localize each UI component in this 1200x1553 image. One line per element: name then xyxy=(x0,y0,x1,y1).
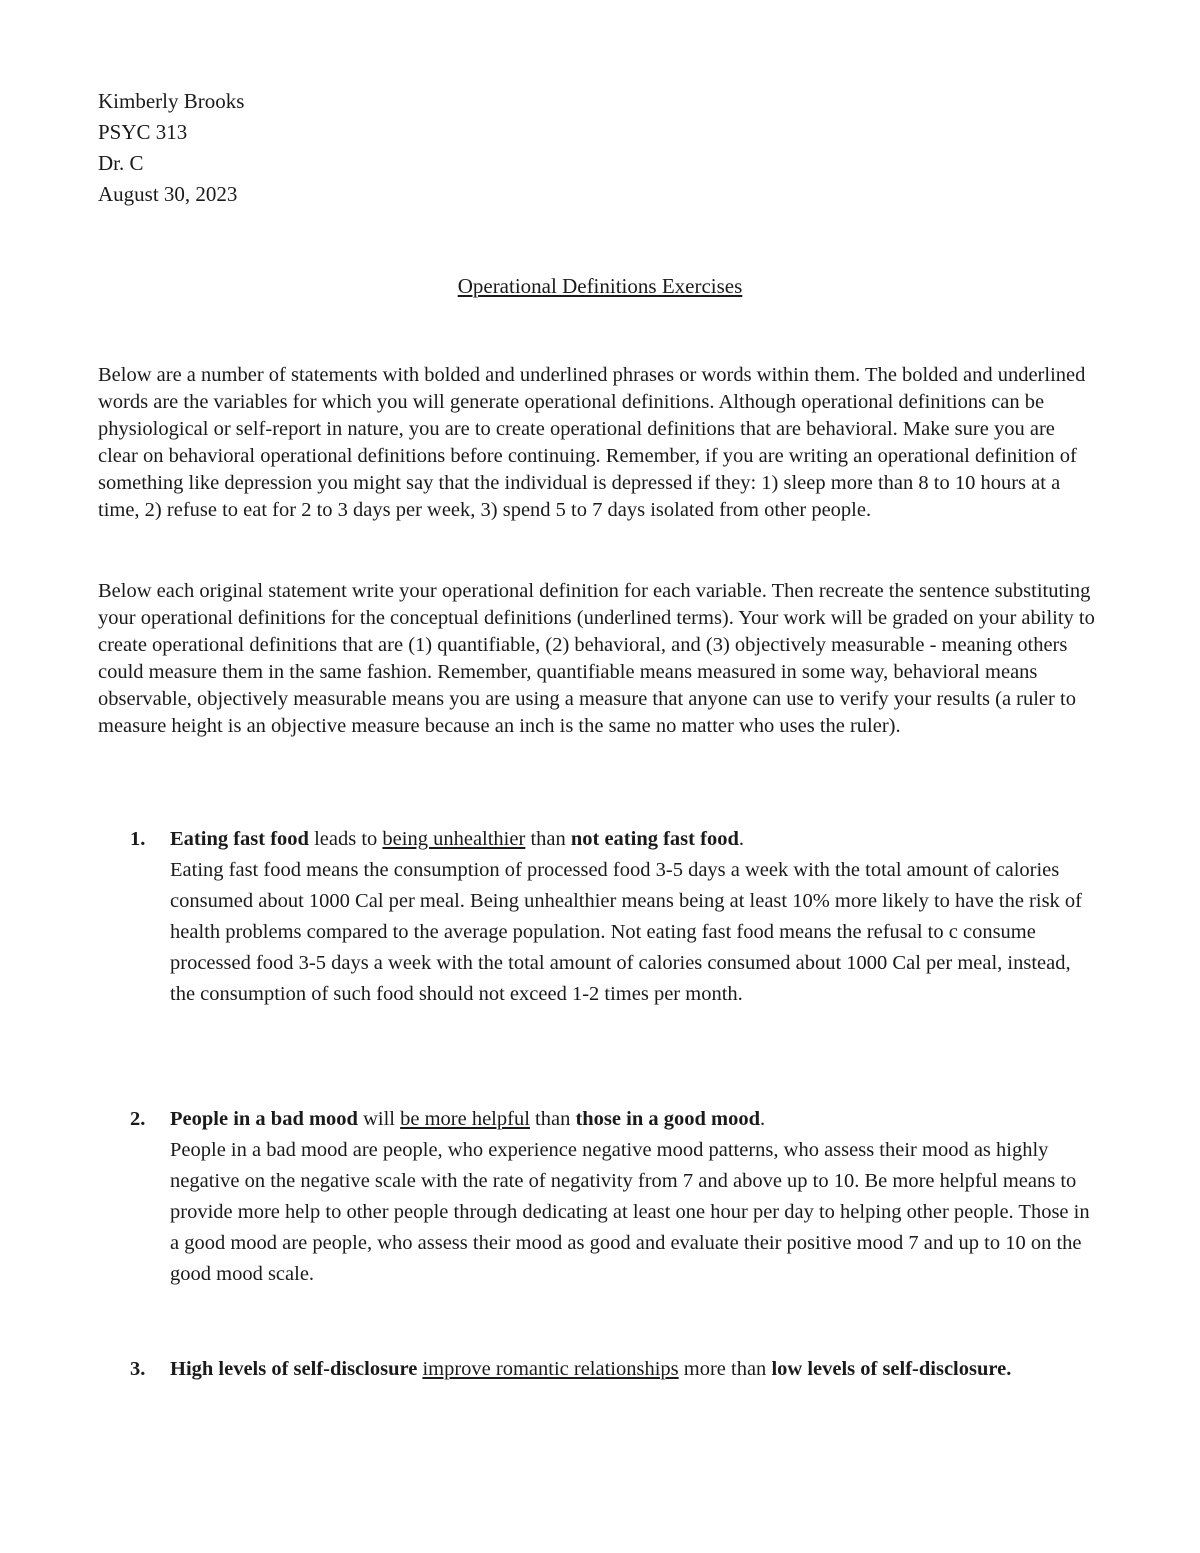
variable-bold-2: not eating fast food xyxy=(570,828,739,850)
variable-bold-1: Eating fast food xyxy=(170,828,309,850)
variable-underlined: improve romantic relationships xyxy=(422,1358,679,1380)
instructor-name: Dr. C xyxy=(98,151,144,175)
item-answer: People in a bad mood are people, who experience negative mood patterns, who assess their mood as highly negative on the negative scale with the rate of negativity from 7 and above up to 10. Be more helpful means to provide more help to other people through dedicating at least one hour per day to helping other people. Those in a good mood are people, who assess their mood as good and evaluate their positive mood 7 and up to 10 on the good mood scale. xyxy=(170,1139,1090,1285)
item-number: 1. xyxy=(130,828,146,850)
variable-bold-1: People in a bad mood xyxy=(170,1108,358,1130)
variable-bold-2: those in a good mood xyxy=(575,1108,760,1130)
exercise-item-2 xyxy=(130,1104,1100,1290)
exercise-item-3 xyxy=(130,1354,1100,1385)
item-statement xyxy=(170,824,1100,855)
statement-text: more than xyxy=(678,1358,772,1380)
document-title-wrap xyxy=(0,272,1200,300)
statement-text: will xyxy=(357,1108,401,1130)
exercise-item-1 xyxy=(130,824,1100,1010)
item-statement xyxy=(170,1354,1100,1385)
item-number: 3. xyxy=(130,1358,146,1380)
intro-paragraph-1: Below are a number of statements with bolded and underlined phrases or words within them. The bolded and underlined words are the variables for which you will generate operational definitions. Although operational definitions can be physiological or self-report in nature, you are to create operational definitions that are behavioral. Make sure you are clear on behavioral operational definitions before continuing. Remember, if you are writing an operational definition of something like depression you might say that the individual is depressed if they: 1) sleep more than 8 to 10 hours at a time, 2) refuse to eat for 2 to 3 days per week, 3) spend 5 to 7 days isolated from other people. xyxy=(98,364,1086,521)
variable-bold-1: High levels of self-disclosure xyxy=(170,1358,418,1380)
document-date: August 30, 2023 xyxy=(98,182,238,206)
student-name: Kimberly Brooks xyxy=(98,89,245,113)
statement-text: than xyxy=(529,1108,576,1130)
statement-text: leads to xyxy=(308,828,383,850)
item-statement xyxy=(170,1104,1100,1135)
variable-underlined: be more helpful xyxy=(400,1108,530,1130)
item-answer: Eating fast food means the consumption of processed food 3-5 days a week with the total amount of calories consumed about 1000 Cal per meal. Being unhealthier means being at least 10% more likely to have the risk of health problems compared to the average population. Not eating fast food means the refusal to c consume processed food 3-5 days a week with the total amount of calories consumed about 1000 Cal per meal, instead, the consumption of such food should not exceed 1-2 times per month. xyxy=(170,859,1082,1005)
statement-text: . xyxy=(738,828,744,850)
document-title: Operational Definitions Exercises xyxy=(457,274,743,298)
item-number: 2. xyxy=(130,1108,146,1130)
variable-underlined: being unhealthier xyxy=(382,828,526,850)
statement-text: than xyxy=(525,828,571,850)
variable-bold-2: low levels of self-disclosure. xyxy=(771,1358,1012,1380)
intro-paragraph-2: Below each original statement write your operational definition for each variable. Then recreate the sentence substituting your operational definitions for the conceptual definitions (underlined terms). Your work will be graded on your ability to create operational definitions that are (1) quantifiable, (2) behavioral, and (3) objectively measurable - meaning others could measure them in the same fashion. Remember, quantifiable means measured in some way, behavioral means observable, objectively measurable means you are using a measure that anyone can use to verify your results (a ruler to measure height is an objective measure because an inch is the same no matter who uses the ruler). xyxy=(98,580,1095,737)
statement-text: . xyxy=(759,1108,766,1130)
header-block xyxy=(98,86,244,210)
course-code: PSYC 313 xyxy=(98,120,188,144)
